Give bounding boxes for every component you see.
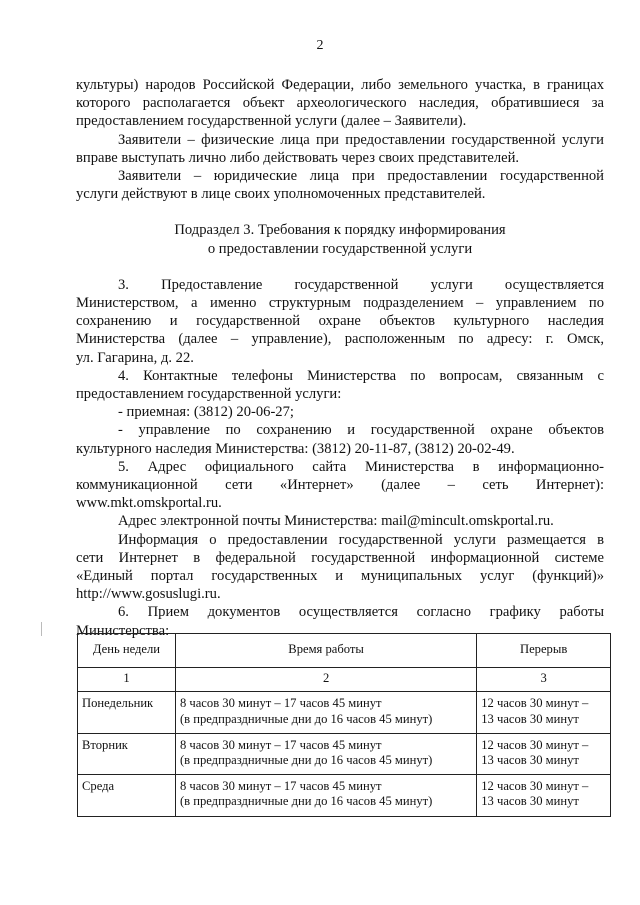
column-number: 3 xyxy=(477,668,611,692)
section-heading: Подраздел 3. Требования к порядку информирования xyxy=(174,222,506,239)
text-line: 4. Контактные телефоны Министерства по вопросам, связанным с xyxy=(118,367,604,384)
header-hours: Время работы xyxy=(175,634,476,668)
header-break: Перерыв xyxy=(477,634,611,668)
break-line: 12 часов 30 минут – xyxy=(481,779,589,794)
text-line: Информация о предоставлении государственной услуги размещается в xyxy=(118,531,604,548)
table-header-row xyxy=(78,634,611,668)
section-heading: о предоставлении государственной услуги xyxy=(207,240,473,257)
day-cell: Среда xyxy=(78,775,176,816)
table-row xyxy=(78,692,611,733)
text-line: культуры) народов Российской Федерации, либо земельного участка, в границах xyxy=(76,77,604,93)
break-cell xyxy=(477,775,611,816)
text-line: Министерством, а именно структурным подразделением – управлением по xyxy=(76,295,604,312)
break-cell xyxy=(477,733,611,774)
document-body xyxy=(76,76,604,640)
hours-cell xyxy=(175,775,476,816)
hours-line: (в предпраздничные дни до 16 часов 45 минут) xyxy=(179,794,433,809)
day-cell: Вторник xyxy=(78,733,176,774)
break-line: 13 часов 30 минут xyxy=(481,794,579,809)
column-number: 2 xyxy=(175,668,476,692)
text-line: услуги действуют в лице своих уполномоченных представителей. xyxy=(76,186,486,203)
text-line: - управление по сохранению и государственной охране объектов xyxy=(118,422,604,439)
table-row xyxy=(78,775,611,816)
portal-url: http://www.gosuslugi.ru. xyxy=(76,586,221,603)
text-line: 3. Предоставление государственной услуги осуществляется xyxy=(118,276,604,293)
break-line: 13 часов 30 минут xyxy=(481,711,579,726)
hours-line: 8 часов 30 минут – 17 часов 45 минут xyxy=(179,737,382,752)
text-line: - приемная: (3812) 20-06-27; xyxy=(118,404,294,421)
text-line: которого располагается объект археологического наследия, обратившиеся за xyxy=(76,95,604,112)
text-line: культурного наследия Министерства: (3812) 20-11-87, (3812) 20-02-49. xyxy=(76,440,515,457)
margin-mark xyxy=(41,622,42,636)
break-line: 12 часов 30 минут – xyxy=(481,696,589,711)
hours-line: (в предпраздничные дни до 16 часов 45 минут) xyxy=(179,711,433,726)
hours-line: (в предпраздничные дни до 16 часов 45 минут) xyxy=(179,753,433,768)
text-line: коммуникационной сети «Интернет» (далее – сеть Интернет): xyxy=(76,477,604,494)
table-row xyxy=(78,733,611,774)
page-number: 2 xyxy=(316,38,324,53)
day-cell: Понедельник xyxy=(78,692,176,733)
schedule-table xyxy=(77,633,611,817)
header-day: День недели xyxy=(78,634,176,668)
text-line: вправе выступать лично либо действовать через своих представителей. xyxy=(76,149,520,166)
break-line: 13 часов 30 минут xyxy=(481,753,579,768)
hours-line: 8 часов 30 минут – 17 часов 45 минут xyxy=(179,779,382,794)
text-line: предоставлением государственной услуги: xyxy=(76,386,342,403)
break-line: 12 часов 30 минут – xyxy=(481,737,589,752)
text-line: сети Интернет в федеральной государственной информационной системе xyxy=(76,549,604,566)
hours-cell xyxy=(175,692,476,733)
text-line: сохранению и государственной охране объектов культурного наследия xyxy=(76,313,604,330)
text-line: 6. Прием документов осуществляется согласно графику работы xyxy=(118,604,604,621)
text-line: Министерства: xyxy=(76,622,170,639)
text-line: «Единый портал государственных и муниципальных услуг (функций)» xyxy=(76,568,604,585)
text-line: предоставлением государственной услуги (далее – Заявители). xyxy=(76,113,467,130)
website-url: www.mkt.omskportal.ru. xyxy=(76,495,222,512)
table-column-numbers xyxy=(78,668,611,692)
hours-line: 8 часов 30 минут – 17 часов 45 минут xyxy=(179,696,382,711)
email-address: Адрес электронной почты Министерства: mail@mincult.omskportal.ru. xyxy=(118,513,554,530)
text-line: ул. Гагарина, д. 22. xyxy=(76,349,194,366)
text-line: 5. Адрес официального сайта Министерства в информационно- xyxy=(118,458,604,475)
text-line: Заявители – физические лица при предоставлении государственной услуги xyxy=(118,131,604,148)
text-line: Заявители – юридические лица при предоставлении государственной xyxy=(118,168,604,185)
break-cell xyxy=(477,692,611,733)
text-line: Министерства (далее – управление), расположенным по адресу: г. Омск, xyxy=(76,331,604,348)
hours-cell xyxy=(175,733,476,774)
column-number: 1 xyxy=(78,668,176,692)
